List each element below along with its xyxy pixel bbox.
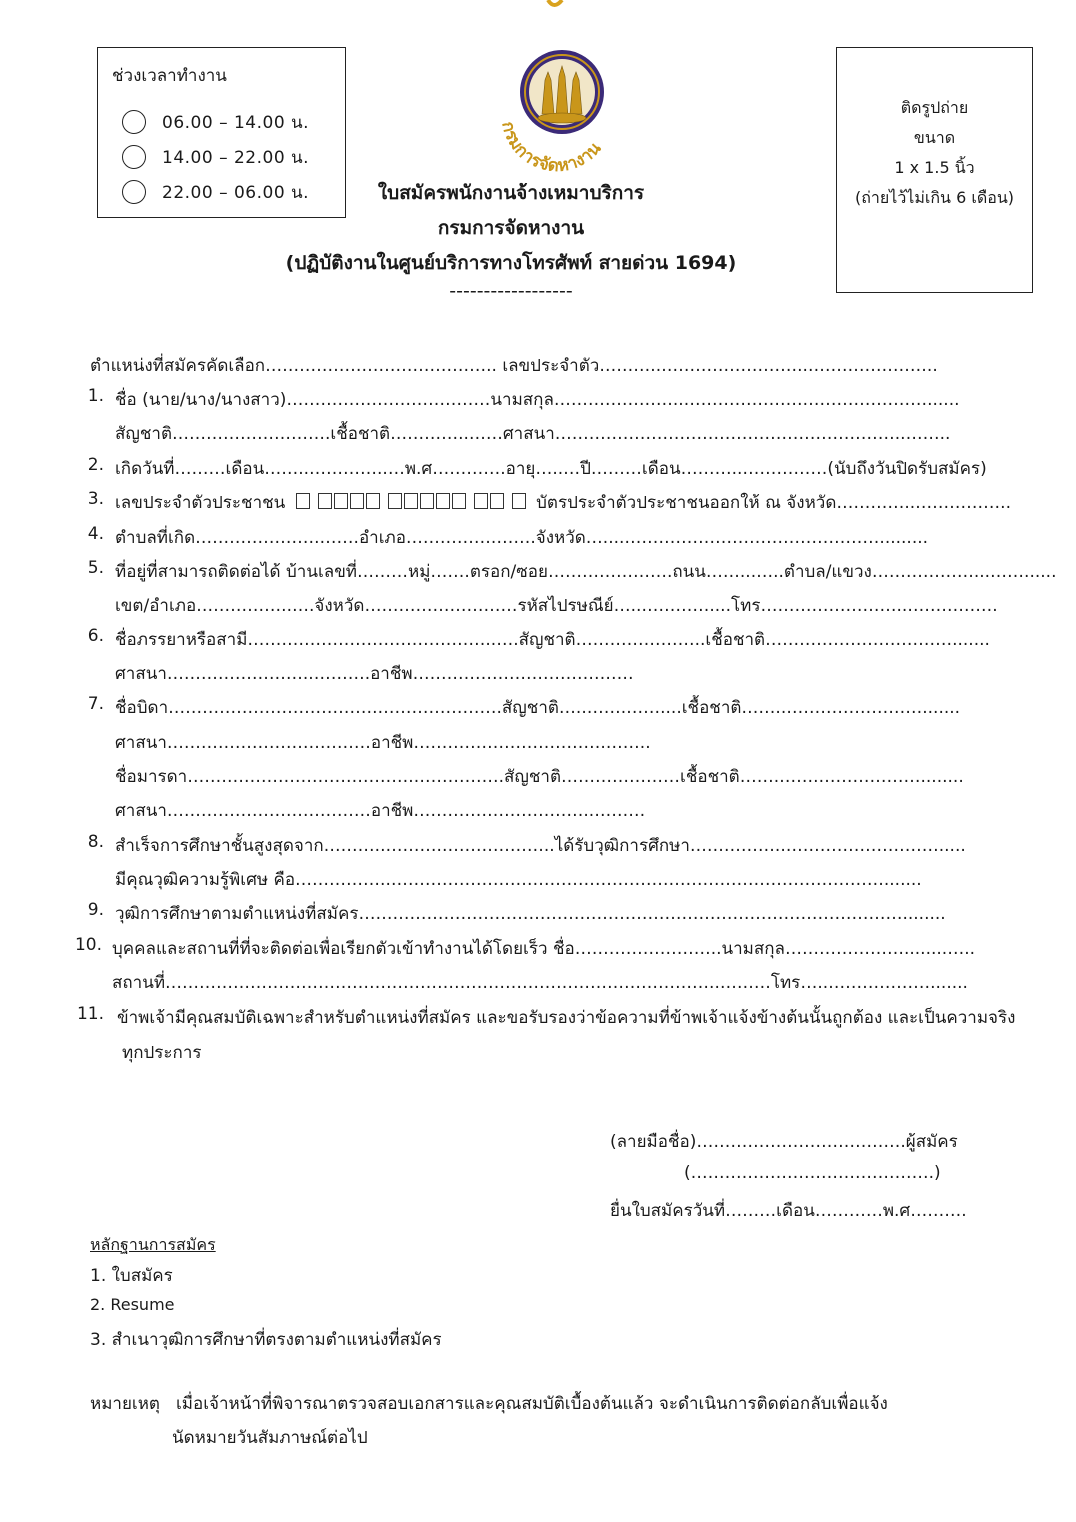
spouse-name-field[interactable]: ชื่อภรรยาหรือสามี……………………………………..….สัญชาติ…………………..เชื้อชาติ……………………………....... bbox=[115, 630, 990, 650]
submission-date-field[interactable]: ยื่นใบสมัครวันที่………เดือน…………พ.ศ………. bbox=[610, 1201, 967, 1221]
shift-option-label: 22.00 – 06.00 น. bbox=[162, 182, 310, 203]
printed-name-field[interactable]: (…………………………………….) bbox=[684, 1163, 941, 1183]
photo-size-value: 1 x 1.5 นิ้ว bbox=[894, 158, 975, 177]
department-logo bbox=[492, 46, 622, 176]
photo-size-label: ขนาด bbox=[913, 128, 956, 147]
note-text: เมื่อเจ้าหน้าที่พิจารณาตรวจสอบเอกสารและคุณสมบัติเบื้องต้นแล้ว จะดำเนินการติดต่อกลับเพื่อแจ้ง bbox=[176, 1394, 888, 1414]
position-field[interactable]: ตำแหน่งที่สมัครคัดเลือก………………………………….. เลขประจำตัว………..……………………..………………….. bbox=[90, 356, 938, 376]
radio-button[interactable] bbox=[122, 145, 146, 169]
logo-text: กรมการจัดหางาน bbox=[497, 119, 606, 176]
birthplace-field[interactable]: ตำบลที่เกิด………………….…….อำเภอ…………….…….จังหวัด…....………………………………………......... bbox=[115, 528, 929, 548]
special-skill-field[interactable]: มีคุณวุฒิความรู้พิเศษ คือ……………..……………………………………………………………………………....... bbox=[115, 870, 922, 890]
nationality-field[interactable]: สัญชาติ……………………….เชื้อชาติ…………..……ศาสนา……………………………………………………..…….. bbox=[115, 424, 951, 444]
contact-person-field[interactable]: บุคคลและสถานที่ที่จะติดต่อเพื่อเรียกตัวเข้าทำงานได้โดยเร็ว ชื่อ……………………..นามสกุล…………………........….. bbox=[112, 939, 975, 959]
item-number: 10. bbox=[74, 935, 102, 955]
item-number: 6. bbox=[87, 626, 104, 646]
item-number: 2. bbox=[87, 455, 104, 475]
education-field[interactable]: สำเร็จการศึกษาชั้นสูงสุดจาก………..……….………………..ได้รับวุฒิการศึกษา……………..………………………..... bbox=[115, 836, 966, 856]
item-number: 4. bbox=[87, 524, 104, 544]
shift-option-label: 06.00 – 14.00 น. bbox=[162, 112, 310, 133]
department-name: กรมการจัดหางาน bbox=[437, 217, 585, 239]
note-label: หมายเหตุ bbox=[90, 1394, 160, 1414]
birthdate-field[interactable]: เกิดวันที่………เดือน……..…………..…พ.ศ………….อายุ…..…ปี………เดือน………..……………(นับถึงวันปิดรับสมัคร) bbox=[115, 459, 987, 479]
item-number: 3. bbox=[87, 489, 104, 509]
evidence-item: 3. สำเนาวุฒิการศึกษาที่ตรงตามตำแหน่งที่สมัคร bbox=[90, 1330, 442, 1350]
item-number: 5. bbox=[87, 558, 104, 578]
photo-instruction: ติดรูปถ่าย bbox=[900, 98, 969, 117]
item-number: 1. bbox=[87, 386, 104, 406]
father-religion-field[interactable]: ศาสนา………………………………อาชีพ…………………………….…….. bbox=[115, 733, 651, 753]
form-title: ใบสมัครพนักงานจ้างเหมาบริการ bbox=[377, 182, 645, 204]
id-card-field[interactable] bbox=[115, 489, 1011, 516]
contact-place-field[interactable]: สถานที่……………………………………………………………………………………..………โทร…..………………....... bbox=[112, 973, 968, 993]
certification-text-cont: ทุกประการ bbox=[122, 1043, 202, 1063]
qualification-field[interactable]: วุฒิการศึกษาตามตำแหน่งที่สมัคร……………………………………………………………………………………........ bbox=[115, 904, 946, 924]
id-card-province-field[interactable]: บัตรประจำตัวประชาชนออกให้ ณ จังหวัด…………..…………….. bbox=[536, 493, 1011, 513]
address-field[interactable]: ที่อยู่ที่สามารถติดต่อได้ บ้านเลขที่………หมู่…….ตรอก/ซอย………………….ถนน……...…..ตำบล/แขวง………………...……...... bbox=[115, 562, 1057, 582]
shift-option-label: 14.00 – 22.00 น. bbox=[162, 147, 310, 168]
evidence-item: 1. ใบสมัคร bbox=[90, 1266, 173, 1286]
shift-option-2[interactable] bbox=[122, 143, 309, 171]
address-district-field[interactable]: เขต/อำเภอ……………..….จังหวัด………………………รหัสไปรษณีย์…..…………....โทร……………………..……………. bbox=[115, 596, 998, 616]
spouse-religion-field[interactable]: ศาสนา……………………..……….อาชีพ………………………………… bbox=[115, 664, 634, 684]
mother-religion-field[interactable]: ศาสนา………………………………อาชีพ…………………………..……… bbox=[115, 801, 646, 821]
top-decoration bbox=[528, 0, 580, 8]
evidence-title: หลักฐานการสมัคร bbox=[90, 1235, 216, 1254]
item-number: 8. bbox=[87, 832, 104, 852]
item-number: 7. bbox=[87, 694, 104, 714]
evidence-item: 2. Resume bbox=[90, 1295, 175, 1314]
id-card-label: เลขประจำตัวประชาชน bbox=[115, 493, 286, 513]
form-subtitle: (ปฏิบัติงานในศูนย์บริการทางโทรศัพท์ สายด่วน 1694) bbox=[285, 252, 737, 274]
radio-button[interactable] bbox=[122, 110, 146, 134]
note-text-cont: นัดหมายวันสัมภาษณ์ต่อไป bbox=[172, 1428, 368, 1448]
signature-field[interactable]: (ลายมือชื่อ)……………………………….ผู้สมัคร bbox=[610, 1132, 958, 1152]
item-number: 11. bbox=[76, 1004, 104, 1024]
id-digit-boxes[interactable] bbox=[295, 493, 527, 513]
mother-name-field[interactable]: ชื่อมารดา………………………………….…………….สัญชาติ…………………เชื้อชาติ…….…….………………........ bbox=[115, 767, 964, 787]
header-divider: ------------------ bbox=[449, 280, 573, 302]
name-field[interactable]: ชื่อ (นาย/นาง/นางสาว)………………………………นามสกุล…………………..………………….…………………...... bbox=[115, 390, 960, 410]
shift-option-1[interactable] bbox=[122, 108, 309, 136]
certification-text: ข้าพเจ้ามีคุณสมบัติเฉพาะสำหรับตำแหน่งที่สมัคร และขอรับรองว่าข้อความที่ข้าพเจ้าแจ้งข้างต้นนั้นถูกต้อง และเป็นความจริง bbox=[117, 1008, 1016, 1028]
photo-age-note: (ถ่ายไว้ไม่เกิน 6 เดือน) bbox=[854, 188, 1014, 207]
shift-title: ช่วงเวลาทำงาน bbox=[112, 66, 227, 86]
item-number: 9. bbox=[87, 900, 104, 920]
father-name-field[interactable]: ชื่อบิดา……………………………….………………….สัญชาติ…..…….……....เชื้อชาติ……..……………………....... bbox=[115, 698, 961, 718]
